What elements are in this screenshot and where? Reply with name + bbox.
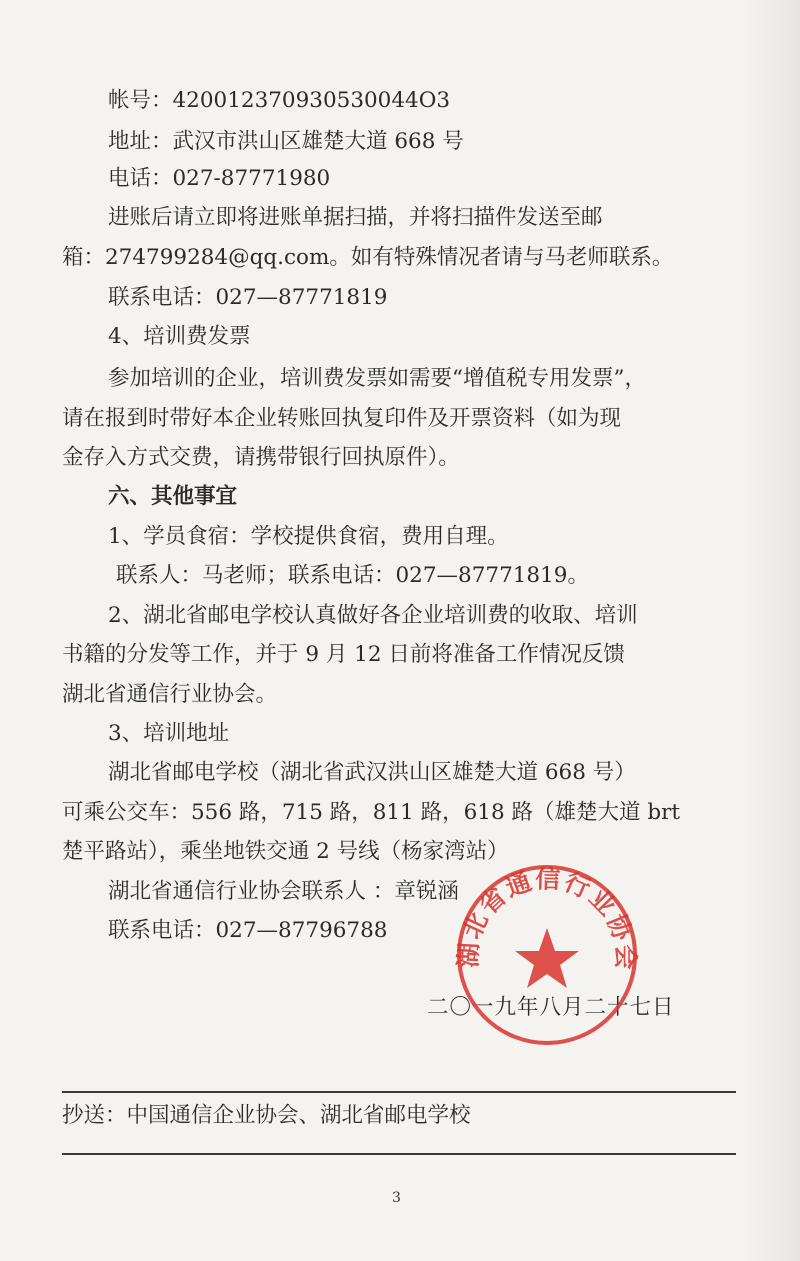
page-number: 3 bbox=[392, 1190, 401, 1206]
section-6-heading: 六、其他事宜 bbox=[108, 484, 238, 509]
invoice-paragraph-line-1: 参加培训的企业，培训费发票如需要“增值税专用发票”， bbox=[108, 366, 646, 391]
address-line: 地址：武汉市洪山区雄楚大道 668 号 bbox=[108, 129, 464, 154]
cc-bottom-divider bbox=[62, 1153, 736, 1155]
account-number-line: 帐号：420012370930530044O3 bbox=[108, 88, 451, 113]
document-date: 二〇一九年八月二十七日 bbox=[427, 995, 675, 1020]
subway-line: 楚平路站），乘坐地铁交通 2 号线（杨家湾站） bbox=[62, 839, 509, 864]
invoice-paragraph-line-2: 请在报到时带好本企业转账回执复印件及开票资料（如为现 bbox=[62, 406, 622, 431]
association-contact-line: 湖北省通信行业协会联系人 ：章锐涵 bbox=[108, 879, 459, 904]
item-2-line-1: 2、湖北省邮电学校认真做好各企业培训费的收取、培训 bbox=[108, 603, 638, 628]
cc-line: 抄送：中国通信企业协会、湖北省邮电学校 bbox=[62, 1103, 471, 1128]
scan-instruction-line-1: 进账后请立即将进账单据扫描，并将扫描件发送至邮 bbox=[108, 205, 603, 230]
contact-phone-line: 联系电话：027—87771819 bbox=[108, 285, 388, 310]
svg-text:湖北省通信行业协会: 湖北省通信行业协会 bbox=[453, 864, 641, 972]
accommodation-line: 1、学员食宿：学校提供食宿，费用自理。 bbox=[108, 524, 509, 549]
section-4-heading: 4、培训费发票 bbox=[108, 324, 251, 349]
invoice-paragraph-line-3: 金存入方式交费，请携带银行回执原件）。 bbox=[62, 445, 460, 470]
page-edge-shadow bbox=[740, 0, 800, 1261]
bus-routes-line: 可乘公交车：556 路，715 路，811 路，618 路（雄楚大道 brt bbox=[62, 800, 681, 825]
accommodation-contact-line: 联系人：马老师；联系电话：027—87771819。 bbox=[116, 563, 589, 588]
scan-instruction-line-2: 箱：274799284@qq.com。如有特殊情况者请与马老师联系。 bbox=[62, 245, 674, 270]
association-phone-line: 联系电话：027—87796788 bbox=[108, 918, 388, 943]
item-2-line-2: 书籍的分发等工作，并于 9 月 12 日前将准备工作情况反馈 bbox=[62, 642, 625, 667]
phone-line: 电话：027-87771980 bbox=[108, 166, 331, 191]
training-address-line: 湖北省邮电学校（湖北省武汉洪山区雄楚大道 668 号） bbox=[108, 760, 636, 785]
item-2-line-3: 湖北省通信行业协会。 bbox=[62, 682, 278, 707]
seal-star-icon bbox=[515, 928, 579, 988]
item-3-heading: 3、培训地址 bbox=[108, 721, 230, 746]
cc-top-divider bbox=[62, 1091, 736, 1093]
